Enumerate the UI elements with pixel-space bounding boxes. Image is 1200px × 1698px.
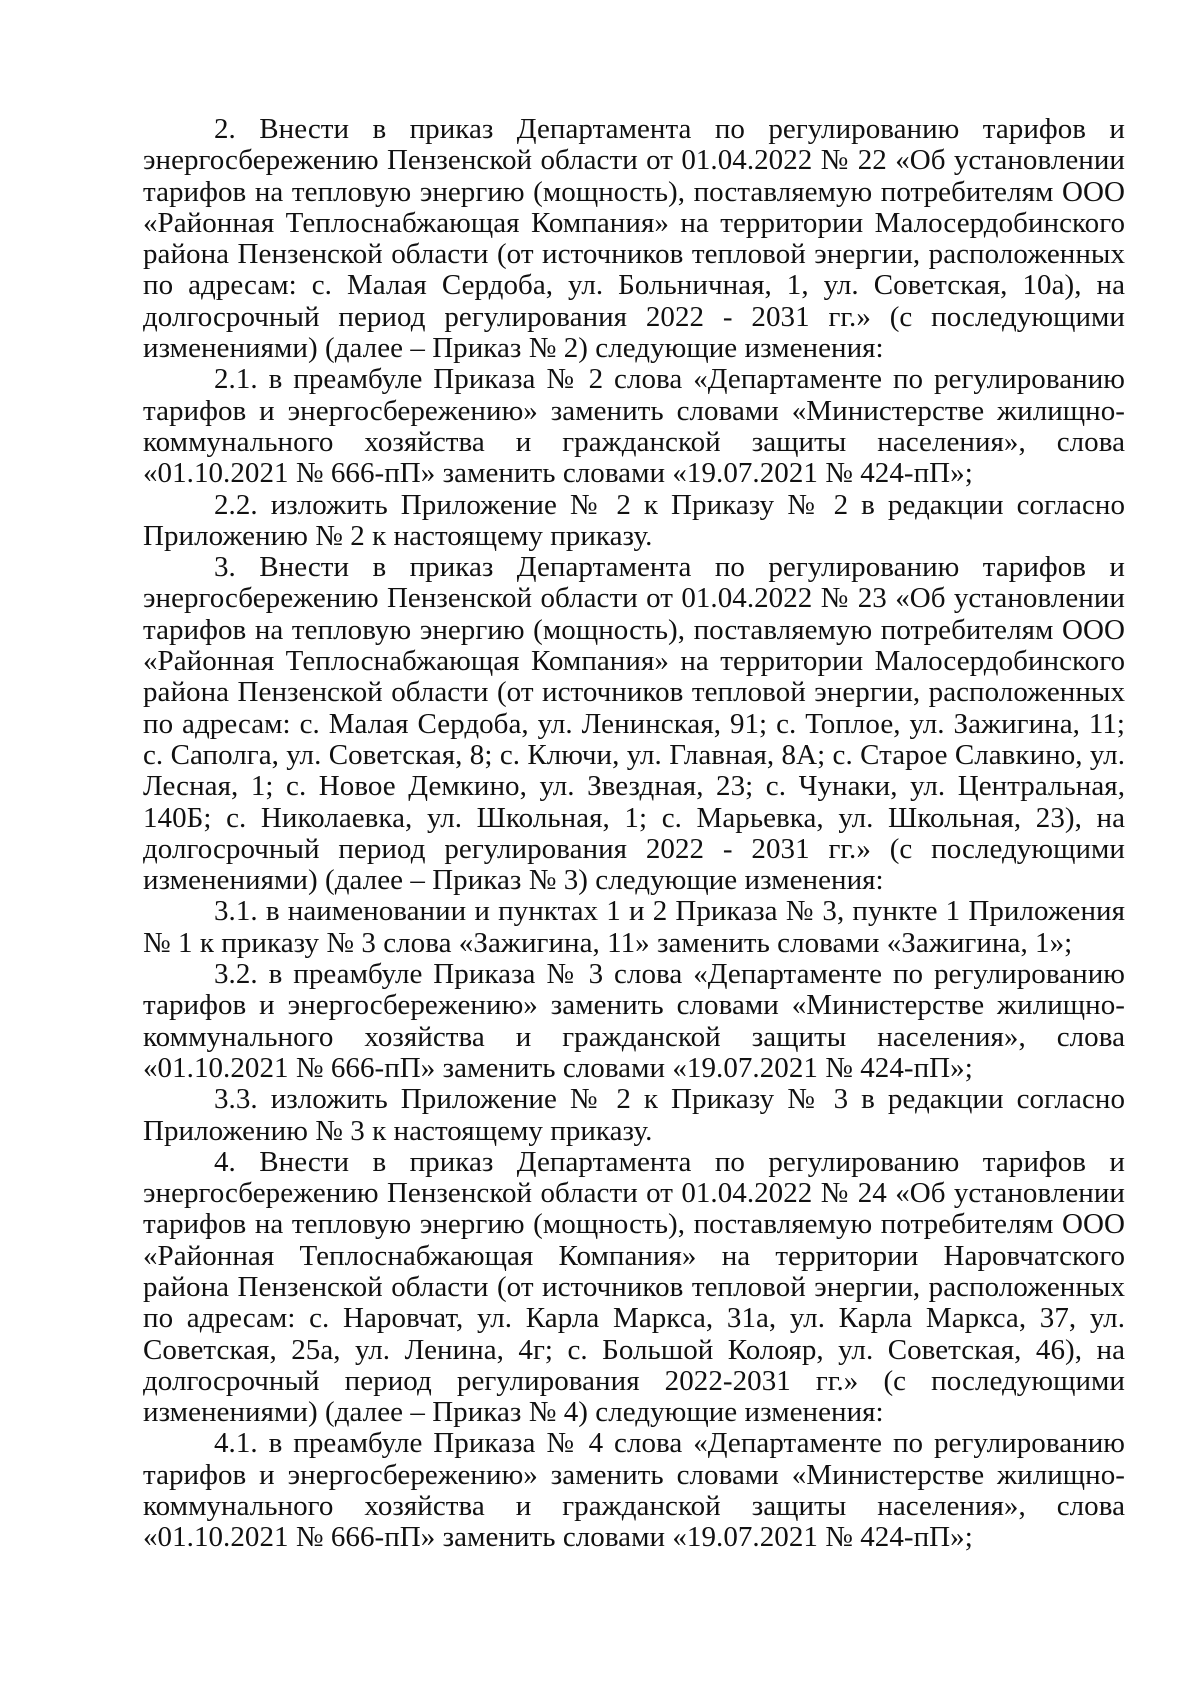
paragraph-item-3-2: 3.2. в преамбуле Приказа № 3 слова «Департаменте по регулированию тарифов и энергосбережению» заменить словами «Министерстве жилищно-коммунального хозяйства и гражданской защиты населения», слова «01.10.2021 № 666-пП» заменить словами «19.07.2021 № 424-пП»;	[143, 958, 1125, 1084]
document-page	[143, 114, 1125, 1554]
paragraph-item-4-1: 4.1. в преамбуле Приказа № 4 слова «Департаменте по регулированию тарифов и энергосбережению» заменить словами «Министерстве жилищно-коммунального хозяйства и гражданской защиты населения», слова «01.10.2021 № 666-пП» заменить словами «19.07.2021 № 424-пП»;	[143, 1427, 1125, 1554]
paragraph-item-2-2: 2.2. изложить Приложение № 2 к Приказу № 2 в редакции согласно Приложению № 2 к настоящему приказу.	[143, 488, 1125, 552]
paragraph-item-3: 3. Внести в приказ Департамента по регулированию тарифов и энергосбережению Пензенской области от 01.04.2022 № 23 «Об установлении тарифов на тепловую энергию (мощность), поставляемую потребителям ООО «Районная Теплоснабжающая Компания» на территории Малосердобинского района Пензенской области (от источников тепловой энергии, расположенных по адресам: с. Малая Сердоба, ул. Ленинская, 91; с. Топлое, ул. Зажигина, 11; с. Саполга, ул. Советская, 8; с. Ключи, ул. Главная, 8А; с. Старое Славкино, ул. Лесная, 1; с. Новое Демкино, ул. Звездная, 23; с. Чунаки, ул. Центральная, 140Б; с. Николаевка, ул. Школьная, 1; с. Марьевка, ул. Школьная, 23), на долгосрочный период регулирования 2022 - 2031 гг.» (с последующими изменениями) (далее – Приказ № 3) следующие изменения:	[143, 551, 1125, 897]
paragraph-item-2-1: 2.1. в преамбуле Приказа № 2 слова «Департаменте по регулированию тарифов и энергосбережению» заменить словами «Министерстве жилищно-коммунального хозяйства и гражданской защиты населения», слова «01.10.2021 № 666-пП» заменить словами «19.07.2021 № 424-пП»;	[143, 363, 1125, 490]
paragraph-item-2: 2. Внести в приказ Департамента по регулированию тарифов и энергосбережению Пензенской области от 01.04.2022 № 22 «Об установлении тарифов на тепловую энергию (мощность), поставляемую потребителям ООО «Районная Теплоснабжающая Компания» на территории Малосердобинского района Пензенской области (от источников тепловой энергии, расположенных по адресам: с. Малая Сердоба, ул. Больничная, 1, ул. Советская, 10а), на долгосрочный период регулирования 2022 - 2031 гг.» (с последующими изменениями) (далее – Приказ № 2) следующие изменения:	[143, 113, 1125, 365]
paragraph-item-3-1: 3.1. в наименовании и пунктах 1 и 2 Приказа № 3, пункте 1 Приложения № 1 к приказу № 3 слова «Зажигина, 11» заменить словами «Зажигина, 1»;	[143, 895, 1125, 959]
paragraph-item-3-3: 3.3. изложить Приложение № 2 к Приказу № 3 в редакции согласно Приложению № 3 к настоящему приказу.	[143, 1083, 1125, 1147]
paragraph-item-4: 4. Внести в приказ Департамента по регулированию тарифов и энергосбережению Пензенской области от 01.04.2022 № 24 «Об установлении тарифов на тепловую энергию (мощность), поставляемую потребителям ООО «Районная Теплоснабжающая Компания» на территории Наровчатского района Пензенской области (от источников тепловой энергии, расположенных по адресам: с. Наровчат, ул. Карла Маркса, 31а, ул. Карла Маркса, 37, ул. Советская, 25а, ул. Ленина, 4г; с. Большой Колояр, ул. Советская, 46), на долгосрочный период регулирования 2022-2031 гг.» (с последующими изменениями) (далее – Приказ № 4) следующие изменения:	[143, 1145, 1125, 1429]
